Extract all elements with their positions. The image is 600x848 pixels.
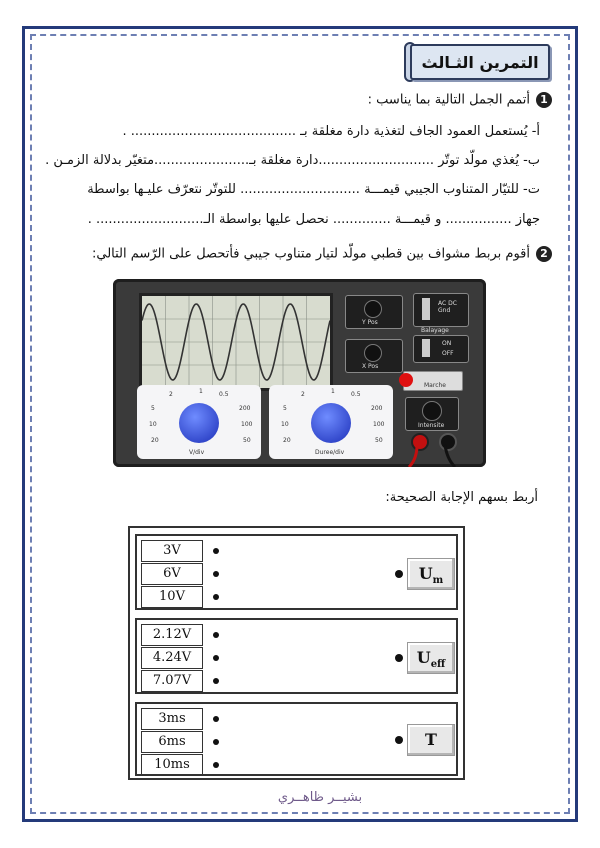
value-dot[interactable] [213,655,219,661]
balayage-label: Balayage [421,327,449,334]
x-pos-control: X Pos [345,339,403,373]
value-cell: 2.12V [141,624,203,646]
intensity-control: Intensite [405,397,459,431]
q1-line-a: أ- يُستعمل العمود الجاف لتغذية دارة مغلقة بـ ........................................ . [122,124,540,139]
on-off-switch: ON OFF [413,335,469,363]
value-cell: 4.24V [141,647,203,669]
q1-prompt: 1أتمم الجمل التالية بما يناسب : [368,92,552,108]
q1-number-badge: 1 [536,92,552,108]
label-dot[interactable] [395,736,403,744]
value-dot[interactable] [213,594,219,600]
probe-wires [403,439,463,467]
matching-table [128,526,465,780]
value-dot[interactable] [213,571,219,577]
value-dot[interactable] [213,678,219,684]
q1-line-d: جهاز ................ و قيمـــة .............. نحصل عليها بواسطة الـ.......................... . [87,212,540,227]
sine-trace [142,296,330,388]
value-cell: 10V [141,586,203,608]
value-dot[interactable] [213,716,219,722]
power-led [399,373,413,387]
value-dot[interactable] [213,548,219,554]
oscilloscope-screen [139,293,333,391]
q2-number-badge: 2 [536,246,552,262]
vdiv-knob [179,403,219,443]
value-cell: 7.07V [141,670,203,692]
acdc-switch: AC DC Gnd [413,293,469,327]
label-dot[interactable] [395,570,403,578]
label-t: T [407,724,455,756]
vdiv-panel: 2 1 0.5 5 10 20 200 100 50 V/div [137,385,261,459]
label-ueff: $U_{eff}$ [407,642,455,674]
group-t [135,702,458,776]
marche-button: Marche [403,371,463,391]
group-ueff [135,618,458,694]
tdiv-panel: 2 1 0.5 5 10 20 200 100 50 Duree/div [269,385,393,459]
q1-line-b: ب- يُغذي مولّد توتّر ............................دارة مغلقة بـ.......................متغيّر بدلالة الزمـن . [45,153,540,168]
tdiv-knob [311,403,351,443]
matching-prompt: أربط بسهم الإجابة الصحيحة: [385,490,538,505]
q2-prompt: 2أقوم بربط مشواف بين قطبي مولّد لتيار متناوب جيبي فأتحصل على الرّسم التالي: [92,246,552,262]
label-dot[interactable] [395,654,403,662]
value-dot[interactable] [213,632,219,638]
exercise-title: التمرين الثـالث [410,44,550,80]
q1-line-c: ت- للتيّار المتناوب الجيبي قيمـــة ............................. للتوتّر نتعرّف عليـها بواسطة [87,182,540,197]
group-um [135,534,458,610]
value-cell: 3V [141,540,203,562]
value-cell: 6V [141,563,203,585]
y-pos-control: Y Pos [345,295,403,329]
label-um: $U_m$ [407,558,455,590]
value-dot[interactable] [213,762,219,768]
author-name: بشيــر ظاهــري [277,790,363,805]
oscilloscope-image [113,279,486,467]
value-cell: 10ms [141,754,203,776]
value-dot[interactable] [213,739,219,745]
value-cell: 3ms [141,708,203,730]
value-cell: 6ms [141,731,203,753]
